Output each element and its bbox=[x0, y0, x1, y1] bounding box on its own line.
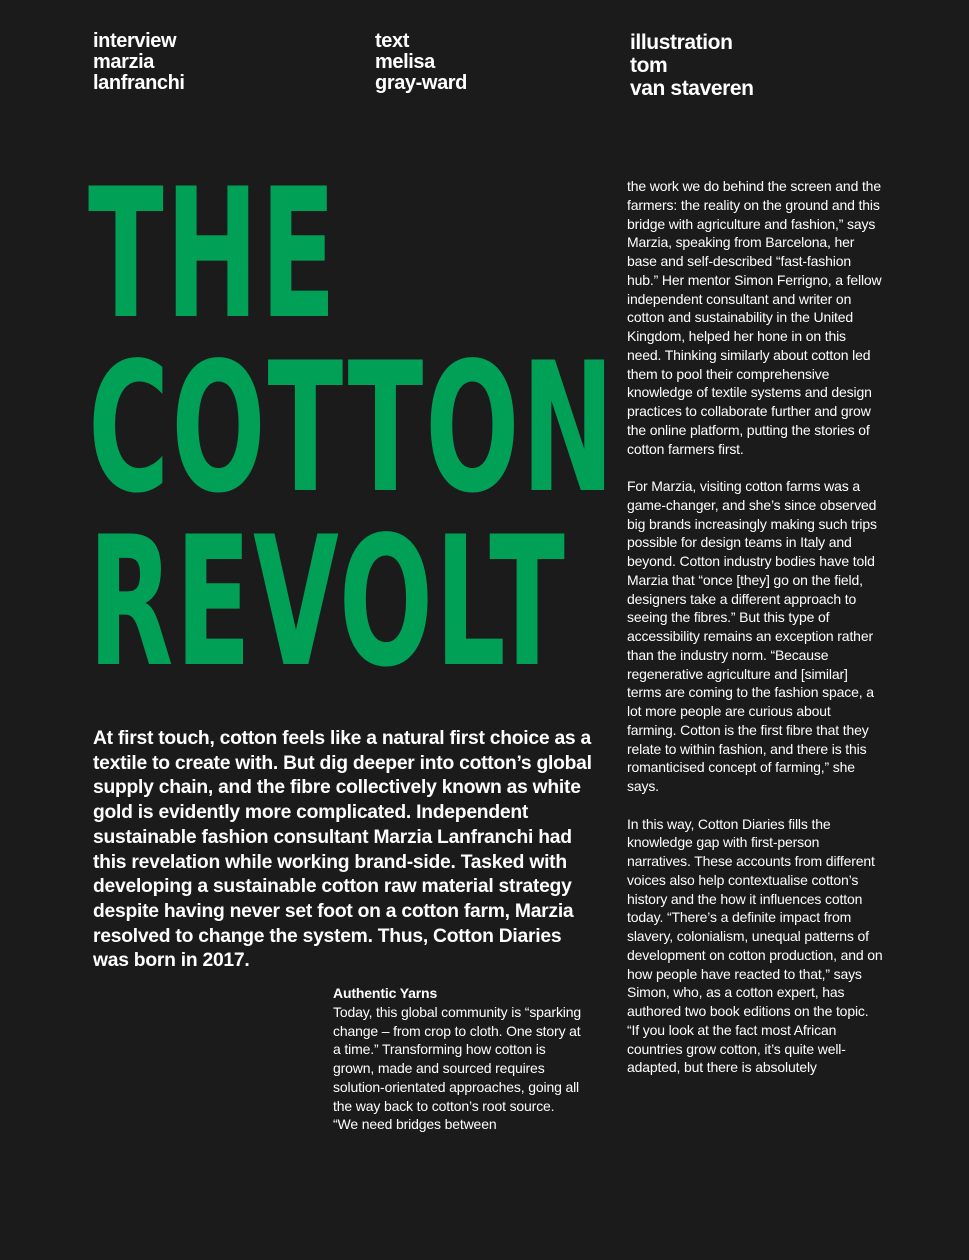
credit-illustration-role: illustration bbox=[630, 31, 733, 54]
middle-column-body: Today, this global community is “sparking change – from crop to cloth. One story at a time.” Transforming how cotton is grown, made and sourced requires solution-orientated approaches, going all the way back to cotton’s root source. “We need bridges between bbox=[333, 1003, 582, 1133]
credit-illustration-name-line1: tom bbox=[630, 54, 668, 77]
credit-interview-name-line1: marzia bbox=[93, 51, 154, 73]
credit-text-role: text bbox=[375, 30, 409, 52]
credit-text bbox=[375, 31, 467, 94]
middle-column bbox=[333, 984, 583, 1134]
section-subhead: Authentic Yarns bbox=[333, 985, 438, 1001]
credit-illustration bbox=[630, 31, 754, 100]
title-line-3: REVOLT bbox=[88, 499, 567, 707]
article-title bbox=[88, 151, 617, 707]
article-lede: At first touch, cotton feels like a natural first choice as a textile to create with. But dig deeper into cotton’s global supply chain, and the fibre collectively known as white gold is evidently more complicated. Independent sustainable fashion consultant Marzia Lanfranchi had this revelation while working brand-side. Tasked with developing a sustainable cotton raw material strategy despite having never set foot on a cotton farm, Marzia resolved to change the system. Thus, Cotton Diaries was born in 2017. bbox=[93, 728, 592, 972]
right-column-paragraph-2: For Marzia, visiting cotton farms was a game-changer, and she’s since observed big brands increasingly making such trips possible for design teams in Italy and beyond. Cotton industry bodies have told Marzia that “once [they] go on the field, designers take a different approach to seeing the fibres.” But this type of accessibility remains an exception rather than the industry norm. “Because regenerative agriculture and [similar] terms are coming to the fashion space, a lot more people are curious about farming. Cotton is the first fibre that they relate to within fashion, and there is this romanticised concept of farming,” she says. bbox=[627, 478, 877, 794]
credit-illustration-name-line2: van staveren bbox=[630, 77, 754, 100]
credit-text-name-line2: gray-ward bbox=[375, 72, 467, 94]
title-line-2: COTTON bbox=[88, 325, 617, 533]
right-column-paragraph-1: the work we do behind the screen and the farmers: the reality on the ground and this bridge with agriculture and fashion,” says Marzia, speaking from Barcelona, her base and self-described “fast-fashion hub.” Her mentor Simon Ferrigno, a fellow independent consultant and writer on cotton and sustainability in the United Kingdom, helped her hone in on this need. Thinking similarly about cotton led them to pool their comprehensive knowledge of textile systems and design practices to collaborate further and grow the online platform, putting the stories of cotton farmers first. bbox=[627, 178, 882, 457]
credit-interview-name-line2: lanfranchi bbox=[93, 72, 185, 94]
credit-text-name-line1: melisa bbox=[375, 51, 435, 73]
right-column-paragraph-3: In this way, Cotton Diaries fills the knowledge gap with first-person narratives. These accounts from different voices also help contextualise cotton’s history and the how it influences cotton today. “There’s a definite impact from slavery, colonialism, unequal patterns of development on cotton production, and on how people have reacted to that,” says Simon, who, as a cotton expert, has authored two book editions on the topic. “If you look at the fact most African countries grow cotton, it’s quite well-adapted, but there is absolutely bbox=[627, 815, 883, 1076]
credit-interview bbox=[93, 31, 185, 94]
right-column bbox=[627, 177, 883, 1096]
title-line-1: THE bbox=[88, 151, 338, 359]
credit-interview-role: interview bbox=[93, 30, 177, 52]
